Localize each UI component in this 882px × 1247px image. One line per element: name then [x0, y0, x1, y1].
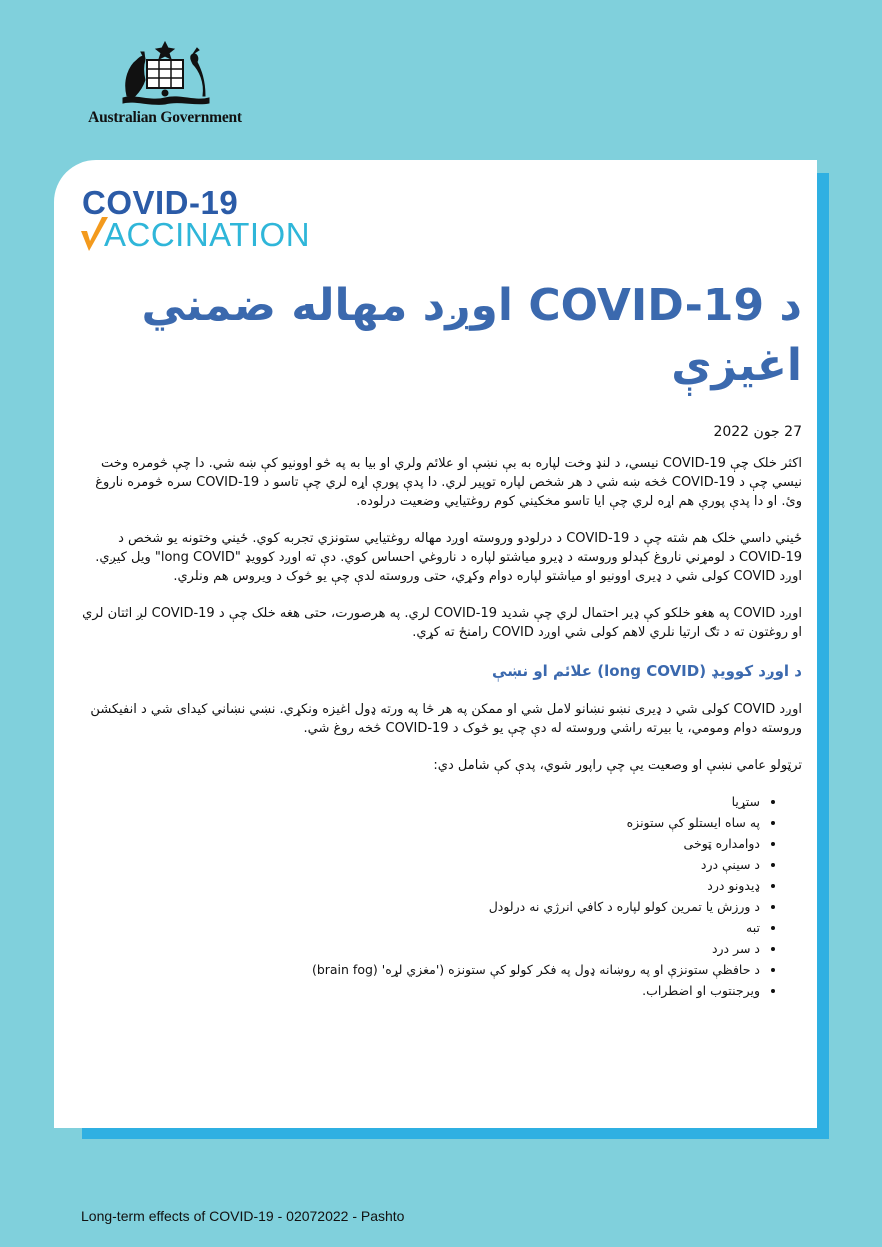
intro-paragraph-1: اکثر خلک چې COVID-19 نيسي، د لنډ وخت لپاره به بې نښې او علائم ولري او بیا به په څو اوونيو کې ښه شي. دا چې څومره وخت نيسي چې د COVID-19 څخه ښه شي د هر شخص لپاره توپير لري. دا پدې پورې اړه لري چې تاسو د COVID-19 سره څومره ناروغ وئ. او دا پدې پورې هم اړه لري چې ايا تاسو مخکيني کوم روغتيايي وضعيت درلوده.	[95, 456, 802, 509]
logo-covid-text: COVID-19	[82, 184, 239, 221]
list-item: • دوامداره ټوخی	[80, 833, 760, 854]
logo-vaccination-text: ACCINATION	[104, 216, 311, 253]
list-item: • ويرجنتوب او اضطراب.	[80, 980, 760, 1001]
publication-date: 27 جون 2022	[713, 424, 802, 440]
covid-vaccination-logo	[82, 184, 311, 253]
document-title: د COVID-19 اوږد مهاله ضمني اغيزې	[141, 280, 802, 391]
document-card	[54, 160, 817, 1128]
document-body	[80, 276, 802, 1001]
section-paragraph-1: اوږد COVID کولی شي د ډيری نښو نښانو لامل شي او ممکن په هر څا په ورته ډول اغيزه ونکړي. نښي نښاني کيدای شي د انفيکشن وروسته دوام ومومي، يا بيرته راشي وروسته له دې چې يو څوک د COVID-19 څخه روغ شي.	[90, 702, 802, 736]
list-item: • تبه	[80, 917, 760, 938]
coat-of-arms-icon	[105, 40, 225, 106]
list-item: • د سينې درد	[80, 854, 760, 875]
section-paragraph-2: ترټولو عامي نښې او وصعيت يې چې راپور شوي، پدې کې شامل دي:	[433, 758, 802, 773]
list-item: • ستړيا	[80, 791, 760, 812]
section-heading: د اوږد کوويډ (long COVID) علائم او نښې	[492, 662, 802, 680]
list-item: • د حافظې ستونزې او په روښانه ډول په فکر کولو کې ستونزه ('مغزي لړه' (brain fog)	[80, 959, 760, 980]
intro-paragraph-3: اوږد COVID په هغو خلکو کې ډير احتمال لري چې شديد COVID-19 لري. په هرصورت، حتی هغه خلک چې د COVID-19 لږ اثتان لري او روغتون ته د تګ ارتيا نلري لاهم کولی شي اوږد COVID رامنځ ته کړي.	[82, 606, 802, 640]
checkmark-icon	[80, 217, 110, 255]
list-item: • ډيدونو درد	[80, 875, 760, 896]
list-item: • د سر درد	[80, 938, 760, 959]
footer-text: Long-term effects of COVID-19 - 02072022 - Pashto	[81, 1208, 405, 1224]
government-name: Australian Government	[88, 109, 242, 126]
intro-paragraph-2: ځيني داسي خلک هم شته چې د COVID-19 د درلودو وروسته اوږد مهاله روغتيايي ستونزي تجربه کوي. ځيني وختونه يو شخص د COVID-19 د لومړني ناروغ کېدلو وروسته د ډيرو مياشتو لپاره د ناروغي احساس کوي. دې ته اوږد کوويډ "long COVID" ويل کيږي. اوږد COVID کولی شي د ډيری اوونيو او مياشتو لپاره دوام وکړي، حتی وروسته لدې چې يو څوک د ويروس هم ونلري.	[95, 531, 802, 584]
australian-government-logo	[80, 40, 250, 127]
list-item: • د ورزش يا تمرين کولو لپاره د کافي انرژي نه درلودل	[80, 896, 760, 917]
list-item: • په ساه ايستلو کې ستونزه	[80, 812, 760, 833]
symptoms-list	[80, 791, 802, 1001]
